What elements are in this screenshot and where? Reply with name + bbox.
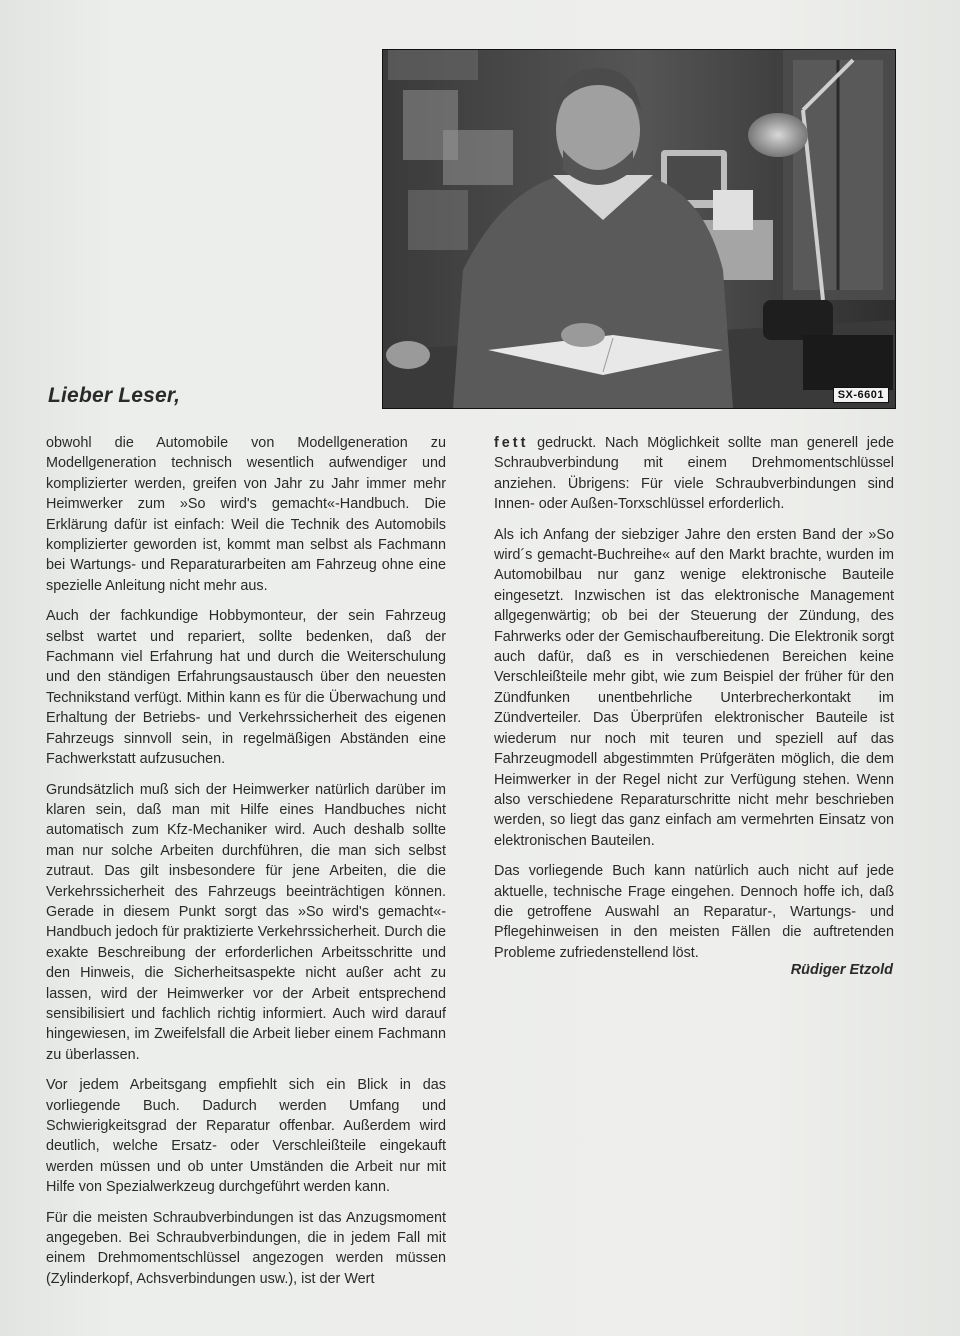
paragraph bbox=[494, 433, 894, 515]
greeting-heading: Lieber Leser, bbox=[48, 384, 181, 407]
paragraph: Für die meisten Schraubverbindungen ist das Anzugsmoment angegeben. Bei Schraubverbindungen, die in jedem Fall mit einem Drehmomentschlüssel angezogen werden müssen (Zylinderkopf, Achsverbindungen usw.), ist der Wert bbox=[46, 1209, 446, 1287]
author-photo bbox=[382, 49, 896, 409]
paragraph: Vor jedem Arbeitsgang empfiehlt sich ein Blick in das vorliegende Buch. Dadurch werden Umfang und Schwierigkeitsgrad der Reparatur offenbar. Außerdem wird deutlich, welche Ersatz- oder Verschleißteile eingekauft werden müssen und ob unter Umständen die Arbeit nur mit Hilfe von Spezialwerkzeug durchgeführt werden kann. bbox=[46, 1077, 446, 1196]
paragraph: Das vorliegende Buch kann natürlich auch nicht auf jede aktuelle, technische Frage eingehen. Dennoch hoffe ich, daß die getroffene Auswahl an Reparatur-, Wartungs- und Pflegehinweisen in den meisten Fällen die auftretenden Probleme zufriedenstellend löst. bbox=[494, 863, 894, 961]
bold-word: fett bbox=[494, 435, 529, 451]
portrait-illustration bbox=[383, 50, 895, 408]
paragraph: Auch der fachkundige Hobbymonteur, der sein Fahrzeug selbst wartet und repariert, sollte bedenken, daß der Fachmann viel Erfahrung hat und durch die Weiterschulung und den ständigen Erfahrungsaustausch über den neuesten Technikstand verfügt. Mithin kann es für die Überwachung und Erhaltung der Betriebs- und Verkehrssicherheit des eigenen Fahrzeugs sinnvoll sein, in regelmäßigen Abständen eine Fachwerkstatt aufzusuchen. bbox=[46, 608, 446, 768]
photo-code-label: SX-6601 bbox=[833, 387, 889, 403]
right-column bbox=[494, 433, 894, 973]
paragraph: Als ich Anfang der siebziger Jahre den ersten Band der »So wird´s gemacht-Buchreihe« auf den Markt brachte, wurden im Automobilbau nur ganz wenige elektronische Bauteile eingesetzt. Inzwischen ist das elektronische Management allgegenwärtig; ob bei der Steuerung der Zündung, des Fahrwerks oder der Gemischaufbereitung. Die Elektronik sorgt auch dafür, daß es in verschiedenen Bereichen keine Verschleißteile mehr gibt, wie zum Beispiel der früher für den Zündfunken unentbehrliche Unterbrecherkontakt im Zündverteiler. Das Überprüfen elektronischer Bauteile ist wiederum nur noch mit teuren und speziell auf das Fahrzeugmodell abgestimmten Prüfgeräten möglich, die dem Heimwerker in der Regel nicht zur Verfügung stehen. Wenn also verschiedene Reparaturschritte nicht mehr beschrieben werden, so liegt das ganz einfach am vermehrten Einsatz von elektronischen Bauteilen. bbox=[494, 526, 894, 849]
paragraph: obwohl die Automobile von Modellgeneration zu Modellgeneration technisch wesentlich aufwendiger und komplizierter werden, greifen von Jahr zu Jahr immer mehr Heimwerker zum »So wird's gemacht«-Handbuch. Die Erklärung dafür ist einfach: Weil die Technik des Automobils komplizierter geworden ist, kommt man selbst als Fachmann bei Wartungs- und Reparaturarbeiten am Fahrzeug ohne eine spezielle Anleitung nicht mehr aus. bbox=[46, 435, 446, 594]
paragraph: Grundsätzlich muß sich der Heimwerker natürlich darüber im klaren sein, daß man mit Hilfe eines Handbuches nicht automatisch zum Kfz-Mechaniker wird. Auch deshalb sollte man nur solche Arbeiten durchführen, die man sich selbst zutraut. Das gilt insbesondere für jene Arbeiten, die die Verkehrssicherheit des Fahrzeugs beeinträchtigen können. Gerade in diesem Punkt sorgt das »So wird's gemacht«-Handbuch jedoch für praktizierte Verkehrssicherheit. Durch die exakte Beschreibung der erforderlichen Arbeitsschritte und den Hinweis, die Sicherheitsaspekte nicht außer acht zu lassen, wird der Heimwerker vor der Arbeit entsprechend sensibilisiert und fachlich richtig informiert. Auch wird darauf hingewiesen, im Zweifelsfall die Arbeit lieber einem Fachmann zu überlassen. bbox=[46, 781, 446, 1063]
signature: Rüdiger Etzold bbox=[790, 962, 893, 978]
paragraph-text: gedruckt. Nach Möglichkeit sollte man generell jede Schraubverbindung mit einem Drehmomentschlüssel anziehen. Übrigens: Für viele Schraubverbindungen sind Innen- oder Außen-Torxschlüssel erforderlich. bbox=[494, 435, 894, 513]
left-column bbox=[46, 433, 446, 1299]
